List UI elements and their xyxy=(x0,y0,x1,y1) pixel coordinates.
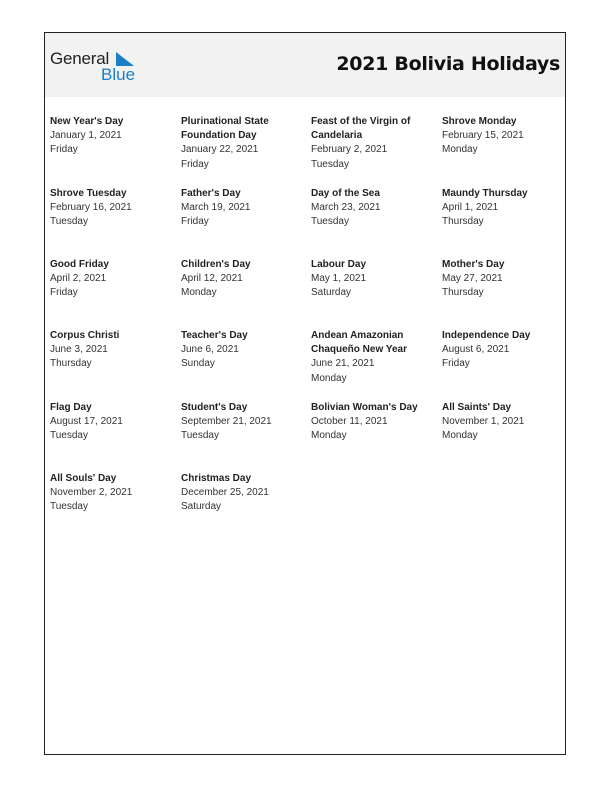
holiday-name: Mother's Day xyxy=(442,259,505,270)
logo-text-blue: Blue xyxy=(101,65,136,84)
holiday-name: Good Friday xyxy=(50,259,109,270)
holiday-date: March 23, 2021 xyxy=(311,202,381,214)
holiday-name: Andean Amazonian Chaqueño New Year xyxy=(311,330,407,356)
holiday-weekday: Thursday xyxy=(50,358,92,370)
holiday-item xyxy=(181,115,307,172)
holiday-item xyxy=(442,401,568,444)
holiday-item xyxy=(311,187,437,230)
holiday-date: May 27, 2021 xyxy=(442,273,503,285)
holiday-date: August 6, 2021 xyxy=(442,344,510,356)
holiday-name: Corpus Christi xyxy=(50,330,120,341)
holiday-item xyxy=(181,258,307,301)
holiday-date: January 1, 2021 xyxy=(50,130,122,142)
holiday-weekday: Tuesday xyxy=(50,501,88,513)
holiday-date: June 6, 2021 xyxy=(181,344,239,356)
holiday-item xyxy=(442,258,568,301)
holiday-name: All Saints' Day xyxy=(442,402,512,413)
holiday-item xyxy=(181,329,307,372)
holiday-date: September 21, 2021 xyxy=(181,416,272,428)
holiday-weekday: Tuesday xyxy=(181,430,219,442)
holiday-name: New Year's Day xyxy=(50,116,124,127)
holiday-name: Christmas Day xyxy=(181,473,252,484)
holiday-item xyxy=(50,401,176,444)
holiday-date: February 15, 2021 xyxy=(442,130,524,142)
holiday-item xyxy=(50,329,176,372)
holiday-name: Labour Day xyxy=(311,259,367,270)
holiday-item xyxy=(50,472,176,515)
holiday-name: Plurinational State Foundation Day xyxy=(181,116,269,142)
holiday-name: Shrove Tuesday xyxy=(50,188,127,199)
holiday-name: Children's Day xyxy=(181,259,251,270)
holiday-date: October 11, 2021 xyxy=(311,416,388,428)
holiday-name: Shrove Monday xyxy=(442,116,517,127)
holiday-item xyxy=(50,258,176,301)
holiday-weekday: Monday xyxy=(311,372,347,384)
header-band xyxy=(45,33,565,97)
holiday-item xyxy=(311,401,437,444)
page-title: 2021 Bolivia Holidays xyxy=(336,53,560,75)
holiday-name: Flag Day xyxy=(50,402,92,413)
holiday-weekday: Friday xyxy=(181,158,209,170)
holiday-weekday: Tuesday xyxy=(311,216,349,228)
holiday-date: April 2, 2021 xyxy=(50,273,107,285)
holiday-item xyxy=(181,187,307,230)
holiday-date: November 1, 2021 xyxy=(442,416,525,428)
holiday-date: August 17, 2021 xyxy=(50,416,123,428)
holiday-weekday: Monday xyxy=(442,430,478,442)
holiday-date: June 3, 2021 xyxy=(50,344,108,356)
holiday-item xyxy=(311,115,437,172)
holiday-weekday: Friday xyxy=(50,287,78,299)
holiday-item xyxy=(442,187,568,230)
holiday-weekday: Tuesday xyxy=(311,158,349,170)
holiday-weekday: Tuesday xyxy=(50,216,88,228)
holiday-weekday: Friday xyxy=(50,144,78,156)
logo-text-general: General xyxy=(50,49,110,68)
holiday-weekday: Thursday xyxy=(442,216,484,228)
holiday-item xyxy=(442,329,568,372)
holiday-weekday: Monday xyxy=(181,287,217,299)
holiday-name: Maundy Thursday xyxy=(442,188,528,199)
holiday-weekday: Friday xyxy=(181,216,209,228)
holiday-weekday: Saturday xyxy=(181,501,222,513)
holiday-weekday: Sunday xyxy=(181,358,215,370)
holiday-name: Day of the Sea xyxy=(311,188,380,199)
holiday-weekday: Tuesday xyxy=(50,430,88,442)
holiday-weekday: Monday xyxy=(442,144,478,156)
holiday-name: Teacher's Day xyxy=(181,330,248,341)
holiday-weekday: Monday xyxy=(311,430,347,442)
holiday-weekday: Friday xyxy=(442,358,470,370)
holiday-name: Feast of the Virgin of Candelaria xyxy=(311,116,411,142)
holiday-item xyxy=(442,115,568,158)
holiday-date: February 2, 2021 xyxy=(311,144,388,156)
logo-triangle-icon xyxy=(116,52,134,66)
holiday-date: February 16, 2021 xyxy=(50,202,132,214)
brand-logo xyxy=(50,49,140,85)
calendar-sheet xyxy=(44,32,566,755)
holiday-name: Independence Day xyxy=(442,330,531,341)
holiday-name: All Souls' Day xyxy=(50,473,117,484)
holiday-weekday: Saturday xyxy=(311,287,352,299)
holiday-name: Father's Day xyxy=(181,188,241,199)
holiday-item xyxy=(50,187,176,230)
holiday-date: December 25, 2021 xyxy=(181,487,269,499)
holiday-item xyxy=(50,115,176,158)
holiday-date: January 22, 2021 xyxy=(181,144,259,156)
holiday-date: April 12, 2021 xyxy=(181,273,243,285)
holiday-date: March 19, 2021 xyxy=(181,202,251,214)
holiday-date: May 1, 2021 xyxy=(311,273,367,285)
holiday-item xyxy=(181,472,307,515)
holiday-item xyxy=(181,401,307,444)
holiday-item xyxy=(311,258,437,301)
holiday-date: June 21, 2021 xyxy=(311,358,375,370)
holiday-item xyxy=(311,329,437,386)
holiday-weekday: Thursday xyxy=(442,287,484,299)
holiday-name: Bolivian Woman's Day xyxy=(311,402,418,413)
holiday-date: November 2, 2021 xyxy=(50,487,133,499)
holiday-date: April 1, 2021 xyxy=(442,202,499,214)
holiday-name: Student's Day xyxy=(181,402,248,413)
